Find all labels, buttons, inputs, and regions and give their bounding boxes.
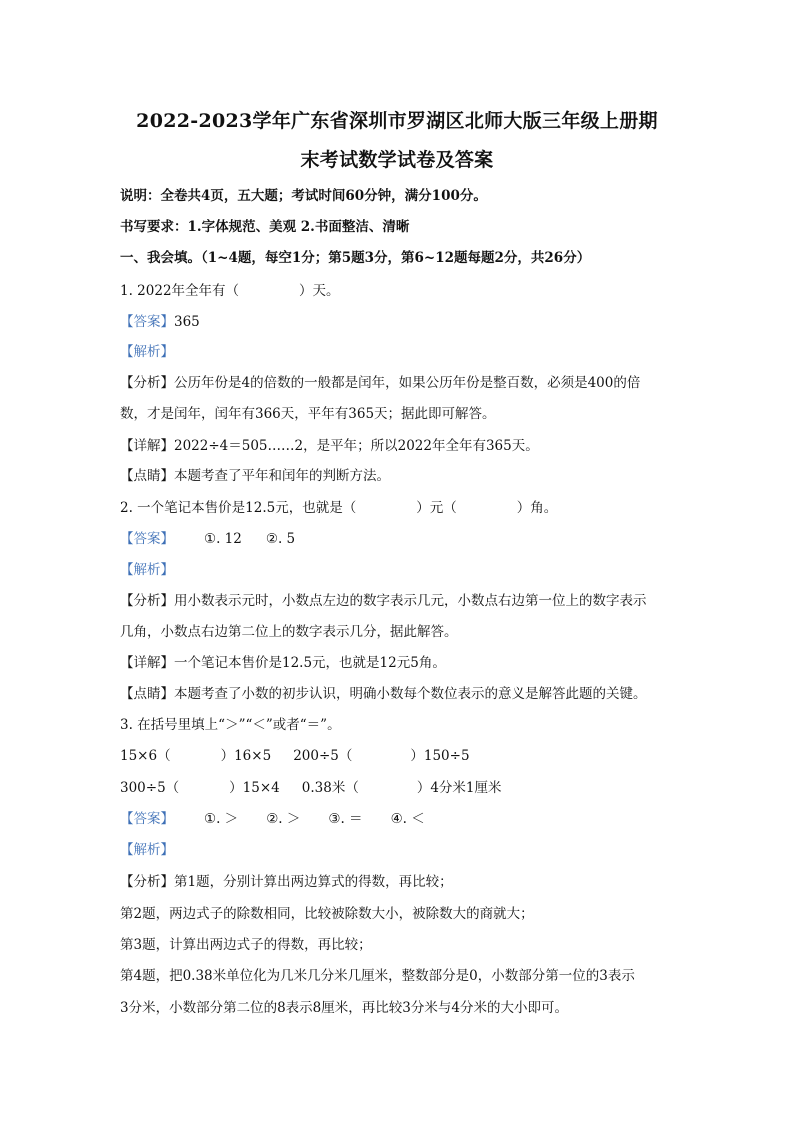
question-3-answer-1: ①. ＞ (204, 811, 239, 827)
question-2-text-a: 2. 一个笔记本售价是12.5元，也就是（ (120, 500, 357, 516)
dianjing-tag: 【点睛】 (120, 686, 174, 702)
q3-row2-expr-a: 300÷5（ (120, 780, 180, 796)
question-1-detail (120, 436, 539, 456)
question-3-row-2 (120, 778, 502, 798)
writing-requirements: 书写要求：1.字体规范、美观 2.书面整洁、清晰 (120, 219, 410, 235)
question-3-answer-2: ②. ＞ (266, 811, 301, 827)
analysis-tag: 【解析】 (120, 562, 174, 578)
dianjing-tag: 【点睛】 (120, 468, 174, 484)
question-3-row-1 (120, 746, 470, 766)
question-2-fenxi-cont: 几角，小数点右边第二位上的数字表示几分，据此解答。 (120, 624, 458, 640)
question-1-text-b: ）天。 (299, 283, 340, 299)
question-1-text-a: 1. 2022年全年有（ (120, 283, 240, 299)
question-1-fenxi-text: 公历年份是4的倍数的一般都是闰年，如果公历年份是整百数，必须是400的倍 (174, 375, 641, 391)
question-2-detail-text: 一个笔记本售价是12.5元，也就是12元5角。 (174, 655, 446, 671)
q3-row2-expr-d: ）4分米1厘米 (416, 780, 502, 796)
fenxi-tag: 【分析】 (120, 375, 174, 391)
question-2-dianjing-text: 本题考查了小数的初步认识，明确小数每个数位表示的意义是解答此题的关键。 (174, 686, 647, 702)
q3-row2-expr-c: 0.38米（ (301, 780, 359, 796)
question-2-text-c: ）角。 (516, 500, 558, 516)
question-3: 3. 在括号里填上“＞”“＜”或者“＝”。 (120, 717, 341, 733)
question-1-dianjing (120, 466, 390, 486)
q3-row1-expr-a: 15×6（ (120, 748, 171, 764)
section-1-heading: 一、我会填。（1~4题，每空1分；第5题3分，第6~12题每题2分，共26分） (120, 250, 591, 266)
question-3-analysis-line-3: 第3题，计算出两边式子的得数，再比较； (120, 937, 372, 953)
question-1-fenxi-cont: 数，才是闰年，闰年有366天，平年有365天；据此即可解答。 (120, 406, 496, 422)
question-2-dianjing (120, 684, 647, 704)
question-1 (120, 281, 340, 301)
question-3-answer (120, 809, 425, 829)
q3-row1-expr-b: ）16×5 (220, 748, 272, 764)
question-1-answer-value: 365 (174, 314, 200, 330)
question-3-analysis-line-2: 第2题，两边式子的除数相同，比较被除数大小，被除数大的商就大； (120, 906, 534, 922)
question-3-analysis-line-4: 第4题，把0.38米单位化为几米几分米几厘米，整数部分是0，小数部分第一位的3表示 (120, 968, 635, 984)
question-2-answer-1: ①. 12 (204, 531, 242, 547)
question-3-answer-3: ③. ＝ (328, 811, 363, 827)
question-2-answer (120, 529, 295, 549)
question-3-analysis-line-5: 3分米，小数部分第二位的8表示8厘米，再比较3分米与4分米的大小即可。 (120, 1000, 568, 1016)
question-2-fenxi-text: 用小数表示元时，小数点左边的数字表示几元，小数点右边第一位上的数字表示 (174, 593, 647, 609)
question-2-fenxi (120, 591, 647, 611)
analysis-tag: 【解析】 (120, 842, 174, 858)
question-3-fenxi (120, 872, 453, 892)
detail-tag: 【详解】 (120, 438, 174, 454)
answer-tag: 【答案】 (120, 314, 174, 330)
question-3-answer-4: ④. ＜ (390, 811, 425, 827)
question-2-text-b: ）元（ (416, 500, 457, 516)
q3-row2-expr-b: ）15×4 (229, 780, 280, 796)
question-2 (120, 498, 557, 518)
q3-row1-expr-d: ）150÷5 (410, 748, 470, 764)
question-2-detail (120, 653, 446, 673)
document-title-line-1: 2022-2023学年广东省深圳市罗湖区北师大版三年级上册期 (136, 110, 658, 132)
detail-tag: 【详解】 (120, 655, 174, 671)
question-1-detail-text: 2022÷4＝505……2，是平年；所以2022年全年有365天。 (174, 438, 539, 454)
q3-row1-expr-c: 200÷5（ (293, 748, 353, 764)
document-title-line-2: 末考试数学试卷及答案 (300, 149, 494, 171)
question-1-dianjing-text: 本题考查了平年和闰年的判断方法。 (174, 468, 390, 484)
fenxi-tag: 【分析】 (120, 874, 174, 890)
question-3-fenxi-text: 第1题，分别计算出两边算式的得数，再比较； (174, 874, 453, 890)
exam-instructions: 说明：全卷共4页，五大题；考试时间60分钟，满分100分。 (120, 188, 487, 204)
question-1-answer (120, 312, 200, 332)
answer-tag: 【答案】 (120, 811, 174, 827)
question-1-fenxi (120, 373, 640, 393)
question-2-answer-2: ②. 5 (265, 531, 296, 547)
fenxi-tag: 【分析】 (120, 593, 174, 609)
analysis-tag: 【解析】 (120, 344, 174, 360)
answer-tag: 【答案】 (120, 531, 174, 547)
